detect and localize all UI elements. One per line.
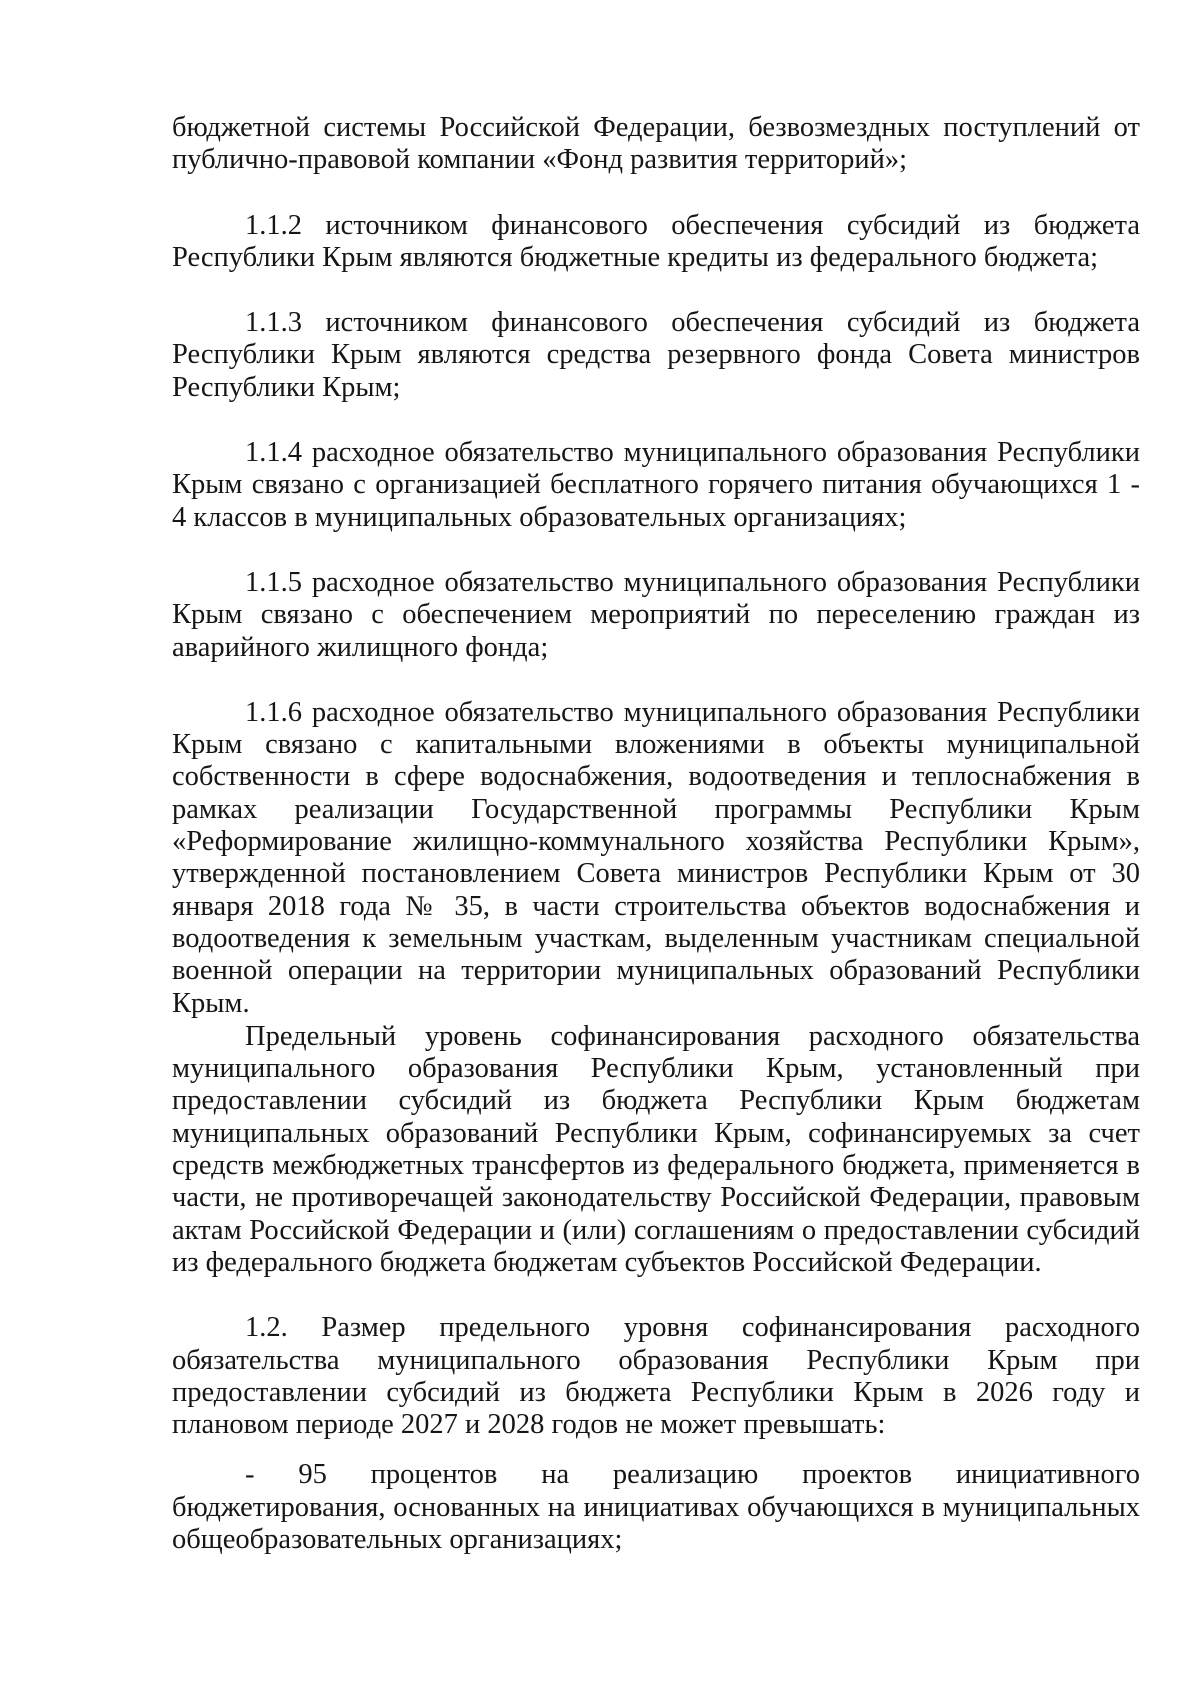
list-item-95-percent: - 95 процентов на реализацию проектов инициативного бюджетирования, основанных на инициативах обучающихся в муниципальных общеобразовательных организациях; [172,1459,1140,1555]
paragraph-1-1-2: 1.1.2 источником финансового обеспечения субсидий из бюджета Республики Крым являются бюджетные кредиты из федерального бюджета; [172,209,1140,273]
paragraph-1-1-5: 1.1.5 расходное обязательство муниципального образования Республики Крым связано с обеспечением мероприятий по переселению граждан из аварийного жилищного фонда; [172,566,1140,663]
paragraph-1-2: 1.2. Размер предельного уровня софинансирования расходного обязательства муниципального образования Республики Крым при предоставлении субсидий из бюджета Республики Крым в 2026 году и плановом периоде 2027 и 2028 годов не может превышать: [172,1312,1140,1441]
paragraph-1-1-6: 1.1.6 расходное обязательство муниципального образования Республики Крым связано с капитальными вложениями в объекты муниципальной собственности в сфере водоснабжения, водоотведения и теплоснабжения в рамках реализации Государственной программы Республики Крым «Реформирование жилищно-коммунального хозяйства Республики Крым», утвержденной постановлением Совета министров Республики Крым от 30 января 2018 года № 35, в части строительства объектов водоснабжения и водоотведения к земельным участкам, выделенным участникам специальной военной операции на территории муниципальных образований Республики Крым. [172,696,1140,1019]
paragraph-1-1-3: 1.1.3 источником финансового обеспечения субсидий из бюджета Республики Крым являются средства резервного фонда Совета министров Республики Крым; [172,307,1140,403]
document-page [172,112,1140,1556]
paragraph-1-1-4: 1.1.4 расходное обязательство муниципального образования Республики Крым связано с организацией бесплатного горячего питания обучающихся 1 - 4 классов в муниципальных образовательных организациях; [172,437,1140,533]
paragraph-cofinancing-limit: Предельный уровень софинансирования расходного обязательства муниципального образования Республики Крым, установленный при предоставлении субсидий из бюджета Республики Крым бюджетам муниципальных образований Республики Крым, софинансируемых за счет средств межбюджетных трансфертов из федерального бюджета, применяется в части, не противоречащей законодательству Российской Федерации, правовым актам Российской Федерации и (или) соглашениям о предоставлении субсидий из федерального бюджета бюджетам субъектов Российской Федерации. [172,1020,1140,1278]
paragraph-budget-system: бюджетной системы Российской Федерации, безвозмездных поступлений от публично-правовой компании «Фонд развития территорий»; [172,112,1140,176]
